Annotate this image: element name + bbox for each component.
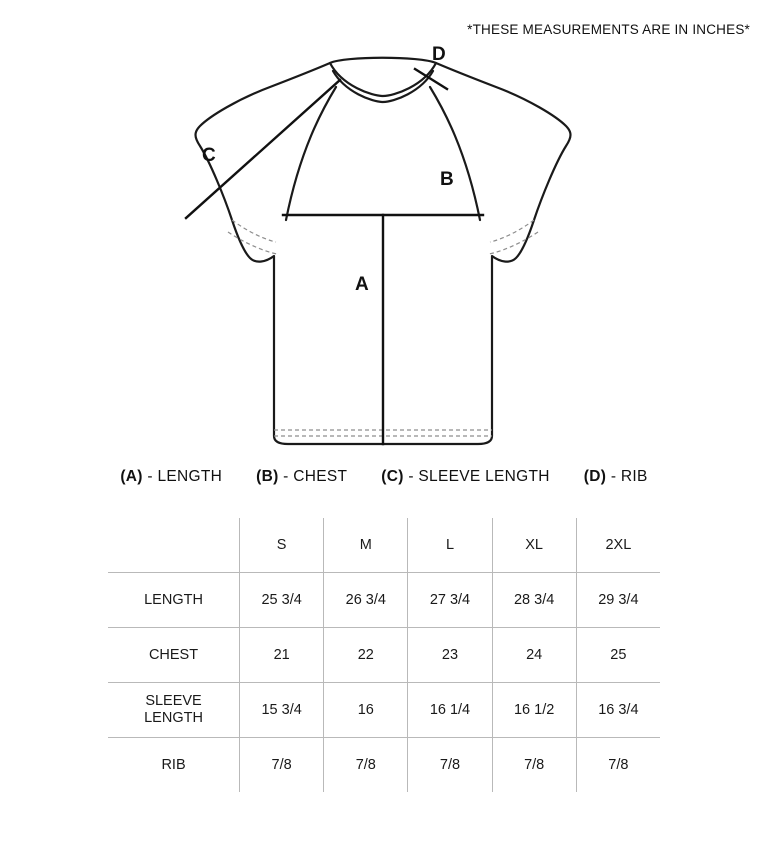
cell-length-s: 25 3/4 xyxy=(240,573,324,628)
row-header-rib: RIB xyxy=(108,738,240,793)
legend-item-a xyxy=(120,468,222,486)
tshirt-svg xyxy=(0,30,768,470)
legend-tag-b: (B) xyxy=(256,468,279,485)
label-b: B xyxy=(440,169,454,190)
cell-rib-s: 7/8 xyxy=(240,738,324,793)
legend-label-a: LENGTH xyxy=(157,468,223,485)
cell-chest-m: 22 xyxy=(324,628,408,683)
cell-rib-xl: 7/8 xyxy=(492,738,576,793)
cell-rib-2xl: 7/8 xyxy=(576,738,660,793)
column-header-m: M xyxy=(324,518,408,573)
table-row xyxy=(108,573,660,628)
row-header-sleeve-line1: SLEEVE xyxy=(145,693,202,710)
legend xyxy=(0,468,768,486)
column-header-2xl: 2XL xyxy=(576,518,660,573)
cell-chest-2xl: 25 xyxy=(576,628,660,683)
cell-length-2xl: 29 3/4 xyxy=(576,573,660,628)
label-c: C xyxy=(202,145,216,166)
table-corner-cell xyxy=(108,518,240,573)
cell-chest-xl: 24 xyxy=(492,628,576,683)
label-d: D xyxy=(432,44,446,65)
label-a: A xyxy=(355,274,369,295)
cell-sleeve-2xl: 16 3/4 xyxy=(576,683,660,738)
table-header-row xyxy=(108,518,660,573)
cell-length-xl: 28 3/4 xyxy=(492,573,576,628)
row-header-chest: CHEST xyxy=(108,628,240,683)
cell-sleeve-l: 16 1/4 xyxy=(408,683,492,738)
measurement-units-note: *THESE MEASUREMENTS ARE IN INCHES* xyxy=(467,22,750,37)
cell-length-m: 26 3/4 xyxy=(324,573,408,628)
legend-dash-b: - xyxy=(283,468,289,485)
column-header-xl: XL xyxy=(492,518,576,573)
cell-chest-s: 21 xyxy=(240,628,324,683)
legend-tag-a: (A) xyxy=(120,468,143,485)
legend-dash-c: - xyxy=(408,468,414,485)
size-chart-table xyxy=(108,518,660,792)
cell-rib-l: 7/8 xyxy=(408,738,492,793)
column-header-s: S xyxy=(240,518,324,573)
legend-item-c xyxy=(381,468,550,486)
row-header-sleeve-line2: LENGTH xyxy=(144,710,203,726)
cell-length-l: 27 3/4 xyxy=(408,573,492,628)
cell-sleeve-m: 16 xyxy=(324,683,408,738)
legend-label-b: CHEST xyxy=(293,468,348,485)
legend-dash-a: - xyxy=(147,468,153,485)
table-row xyxy=(108,738,660,793)
cell-sleeve-xl: 16 1/2 xyxy=(492,683,576,738)
legend-label-d: RIB xyxy=(620,468,648,485)
table-row xyxy=(108,683,660,738)
legend-dash-d: - xyxy=(610,468,617,485)
legend-tag-d: (D) xyxy=(583,468,607,485)
legend-label-c: SLEEVE LENGTH xyxy=(418,468,550,485)
legend-tag-c: (C) xyxy=(381,468,404,485)
legend-item-d xyxy=(584,468,648,486)
row-header-length: LENGTH xyxy=(108,573,240,628)
row-header-sleeve-length xyxy=(108,683,240,738)
cell-chest-l: 23 xyxy=(408,628,492,683)
cell-sleeve-s: 15 3/4 xyxy=(240,683,324,738)
cell-rib-m: 7/8 xyxy=(324,738,408,793)
legend-item-b xyxy=(256,468,347,486)
column-header-l: L xyxy=(408,518,492,573)
table-row xyxy=(108,628,660,683)
tshirt-diagram xyxy=(0,30,768,470)
